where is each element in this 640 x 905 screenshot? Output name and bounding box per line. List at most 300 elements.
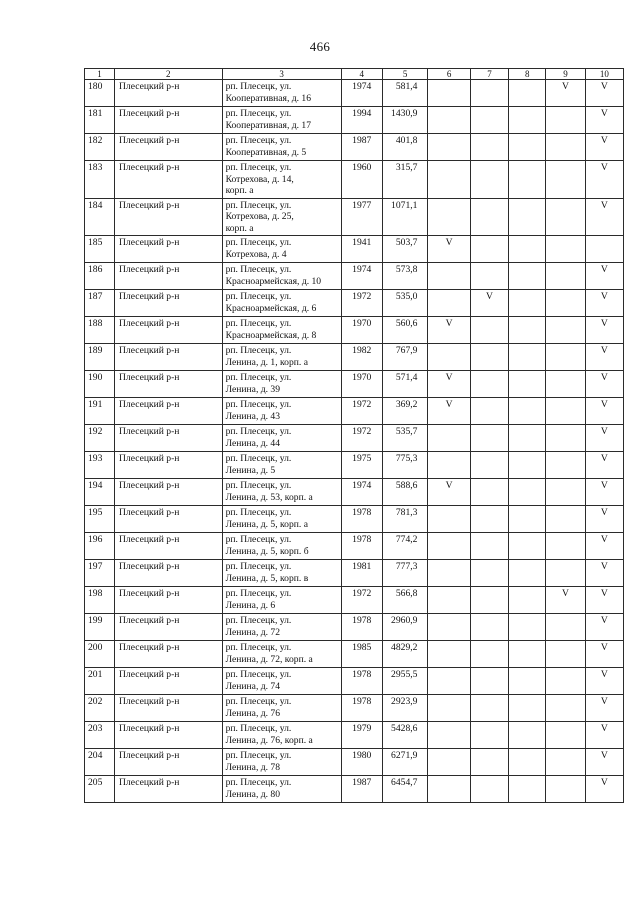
row-number-cell: 193 bbox=[85, 452, 115, 479]
mark-cell-10: V bbox=[585, 479, 623, 506]
row-number-cell: 195 bbox=[85, 506, 115, 533]
table-row bbox=[85, 161, 624, 199]
table-row bbox=[85, 614, 624, 641]
mark-cell-6: V bbox=[428, 317, 470, 344]
address-line: рп. Плесецк, ул. bbox=[225, 291, 292, 302]
mark-cell-6 bbox=[428, 425, 470, 452]
row-number-cell: 199 bbox=[85, 614, 115, 641]
mark-cell-8 bbox=[509, 614, 546, 641]
area-cell: 1071,1 bbox=[382, 198, 428, 236]
area-cell: 571,4 bbox=[382, 371, 428, 398]
address-line: Ленина, д. 80 bbox=[225, 788, 281, 800]
area-cell: 566,8 bbox=[382, 587, 428, 614]
address-line: Красноармейская, д. 8 bbox=[225, 329, 317, 341]
table-row bbox=[85, 290, 624, 317]
year-cell: 1977 bbox=[341, 198, 382, 236]
mark-cell-10: V bbox=[585, 107, 623, 134]
mark-cell-6 bbox=[428, 587, 470, 614]
mark-cell-8 bbox=[509, 722, 546, 749]
area-cell: 560,6 bbox=[382, 317, 428, 344]
mark-cell-8 bbox=[509, 161, 546, 199]
district-cell: Плесецкий р-н bbox=[115, 452, 223, 479]
year-cell: 1972 bbox=[341, 587, 382, 614]
mark-cell-8 bbox=[509, 80, 546, 107]
year-cell: 1978 bbox=[341, 695, 382, 722]
mark-cell-6: V bbox=[428, 398, 470, 425]
area-cell: 767,9 bbox=[382, 344, 428, 371]
mark-cell-9 bbox=[546, 371, 585, 398]
mark-cell-10: V bbox=[585, 344, 623, 371]
table-row bbox=[85, 317, 624, 344]
address-line: рп. Плесецк, ул. bbox=[225, 723, 292, 734]
mark-cell-6 bbox=[428, 161, 470, 199]
district-cell: Плесецкий р-н bbox=[115, 371, 223, 398]
mark-cell-7 bbox=[470, 198, 508, 236]
mark-cell-9 bbox=[546, 506, 585, 533]
address-line: рп. Плесецк, ул. bbox=[225, 426, 292, 437]
column-header: 9 bbox=[546, 69, 585, 80]
address-line: рп. Плесецк, ул. bbox=[225, 318, 292, 329]
column-header: 5 bbox=[382, 69, 428, 80]
mark-cell-7 bbox=[470, 317, 508, 344]
mark-cell-9 bbox=[546, 198, 585, 236]
mark-cell-10: V bbox=[585, 776, 623, 803]
mark-cell-8 bbox=[509, 776, 546, 803]
mark-cell-10: V bbox=[585, 398, 623, 425]
area-cell: 2923,9 bbox=[382, 695, 428, 722]
district-cell: Плесецкий р-н bbox=[115, 198, 223, 236]
mark-cell-6 bbox=[428, 107, 470, 134]
mark-cell-6: V bbox=[428, 479, 470, 506]
address-line: рп. Плесецк, ул. bbox=[225, 777, 292, 788]
mark-cell-8 bbox=[509, 198, 546, 236]
mark-cell-8 bbox=[509, 587, 546, 614]
area-cell: 535,7 bbox=[382, 425, 428, 452]
address-cell bbox=[222, 614, 341, 641]
year-cell: 1980 bbox=[341, 749, 382, 776]
address-line: рп. Плесецк, ул. bbox=[225, 507, 292, 518]
row-number-cell: 187 bbox=[85, 290, 115, 317]
mark-cell-8 bbox=[509, 695, 546, 722]
mark-cell-10: V bbox=[585, 614, 623, 641]
district-cell: Плесецкий р-н bbox=[115, 560, 223, 587]
address-cell bbox=[222, 425, 341, 452]
area-cell: 588,6 bbox=[382, 479, 428, 506]
mark-cell-6 bbox=[428, 722, 470, 749]
column-header: 1 bbox=[85, 69, 115, 80]
mark-cell-7 bbox=[470, 614, 508, 641]
column-header: 8 bbox=[509, 69, 546, 80]
table-row bbox=[85, 263, 624, 290]
mark-cell-6 bbox=[428, 344, 470, 371]
row-number-cell: 200 bbox=[85, 641, 115, 668]
year-cell: 1974 bbox=[341, 80, 382, 107]
row-number-cell: 198 bbox=[85, 587, 115, 614]
mark-cell-10: V bbox=[585, 198, 623, 236]
address-cell bbox=[222, 506, 341, 533]
address-line: рп. Плесецк, ул. bbox=[225, 81, 292, 92]
address-line: Ленина, д. 72, корп. а bbox=[225, 653, 313, 665]
address-line: рп. Плесецк, ул. bbox=[225, 696, 292, 707]
mark-cell-9 bbox=[546, 161, 585, 199]
mark-cell-10: V bbox=[585, 161, 623, 199]
mark-cell-6 bbox=[428, 533, 470, 560]
mark-cell-9 bbox=[546, 479, 585, 506]
address-line: Ленина, д. 78 bbox=[225, 761, 281, 773]
column-header: 7 bbox=[470, 69, 508, 80]
mark-cell-7 bbox=[470, 425, 508, 452]
address-line: корп. а bbox=[225, 222, 254, 234]
address-cell bbox=[222, 587, 341, 614]
mark-cell-6 bbox=[428, 198, 470, 236]
year-cell: 1970 bbox=[341, 371, 382, 398]
address-cell bbox=[222, 641, 341, 668]
address-line: Котрехова, д. 14, bbox=[225, 173, 294, 185]
table-row bbox=[85, 479, 624, 506]
mark-cell-10: V bbox=[585, 317, 623, 344]
year-cell: 1975 bbox=[341, 452, 382, 479]
district-cell: Плесецкий р-н bbox=[115, 236, 223, 263]
address-line: рп. Плесецк, ул. bbox=[225, 108, 292, 119]
area-cell: 4829,2 bbox=[382, 641, 428, 668]
mark-cell-8 bbox=[509, 560, 546, 587]
mark-cell-8 bbox=[509, 641, 546, 668]
mark-cell-7 bbox=[470, 263, 508, 290]
address-line: рп. Плесецк, ул. bbox=[225, 264, 292, 275]
district-cell: Плесецкий р-н bbox=[115, 134, 223, 161]
address-cell bbox=[222, 776, 341, 803]
mark-cell-7 bbox=[470, 560, 508, 587]
district-cell: Плесецкий р-н bbox=[115, 776, 223, 803]
mark-cell-6 bbox=[428, 641, 470, 668]
area-cell: 781,3 bbox=[382, 506, 428, 533]
address-line: Ленина, д. 5 bbox=[225, 464, 276, 476]
mark-cell-7 bbox=[470, 107, 508, 134]
address-line: рп. Плесецк, ул. bbox=[225, 615, 292, 626]
address-line: Котрехова, д. 25, bbox=[225, 211, 294, 222]
area-cell: 2955,5 bbox=[382, 668, 428, 695]
district-cell: Плесецкий р-н bbox=[115, 398, 223, 425]
mark-cell-8 bbox=[509, 533, 546, 560]
address-line: рп. Плесецк, ул. bbox=[225, 588, 292, 599]
district-cell: Плесецкий р-н bbox=[115, 263, 223, 290]
mark-cell-7 bbox=[470, 506, 508, 533]
year-cell: 1941 bbox=[341, 236, 382, 263]
table-row bbox=[85, 533, 624, 560]
mark-cell-10: V bbox=[585, 533, 623, 560]
address-line: рп. Плесецк, ул. bbox=[225, 534, 292, 545]
district-cell: Плесецкий р-н bbox=[115, 479, 223, 506]
year-cell: 1982 bbox=[341, 344, 382, 371]
year-cell: 1978 bbox=[341, 668, 382, 695]
table-row bbox=[85, 80, 624, 107]
address-cell bbox=[222, 344, 341, 371]
mark-cell-10: V bbox=[585, 587, 623, 614]
table-row bbox=[85, 398, 624, 425]
address-line: Ленина, д. 76, корп. а bbox=[225, 734, 313, 746]
address-line: Красноармейская, д. 6 bbox=[225, 302, 317, 314]
address-line: Кооперативная, д. 16 bbox=[225, 92, 312, 104]
row-number-cell: 204 bbox=[85, 749, 115, 776]
year-cell: 1981 bbox=[341, 560, 382, 587]
district-cell: Плесецкий р-н bbox=[115, 722, 223, 749]
mark-cell-10: V bbox=[585, 749, 623, 776]
area-cell: 6271,9 bbox=[382, 749, 428, 776]
district-cell: Плесецкий р-н bbox=[115, 506, 223, 533]
mark-cell-7 bbox=[470, 749, 508, 776]
address-cell bbox=[222, 668, 341, 695]
year-cell: 1987 bbox=[341, 776, 382, 803]
mark-cell-9: V bbox=[546, 587, 585, 614]
table-row bbox=[85, 134, 624, 161]
mark-cell-6 bbox=[428, 776, 470, 803]
mark-cell-8 bbox=[509, 506, 546, 533]
address-cell bbox=[222, 695, 341, 722]
mark-cell-10 bbox=[585, 236, 623, 263]
mark-cell-7 bbox=[470, 587, 508, 614]
mark-cell-8 bbox=[509, 749, 546, 776]
mark-cell-9 bbox=[546, 722, 585, 749]
address-line: рп. Плесецк, ул. bbox=[225, 750, 292, 761]
housing-registry-table bbox=[84, 68, 624, 803]
row-number-cell: 190 bbox=[85, 371, 115, 398]
address-line: Ленина, д. 6 bbox=[225, 599, 276, 611]
address-cell bbox=[222, 560, 341, 587]
year-cell: 1970 bbox=[341, 317, 382, 344]
table-row bbox=[85, 668, 624, 695]
area-cell: 2960,9 bbox=[382, 614, 428, 641]
year-cell: 1978 bbox=[341, 506, 382, 533]
mark-cell-7 bbox=[470, 344, 508, 371]
mark-cell-9 bbox=[546, 749, 585, 776]
address-line: Кооперативная, д. 17 bbox=[225, 119, 312, 131]
mark-cell-7 bbox=[470, 695, 508, 722]
row-number-cell: 196 bbox=[85, 533, 115, 560]
area-cell: 369,2 bbox=[382, 398, 428, 425]
mark-cell-8 bbox=[509, 371, 546, 398]
mark-cell-8 bbox=[509, 290, 546, 317]
mark-cell-10: V bbox=[585, 452, 623, 479]
row-number-cell: 182 bbox=[85, 134, 115, 161]
area-cell: 315,7 bbox=[382, 161, 428, 199]
mark-cell-9 bbox=[546, 641, 585, 668]
mark-cell-7 bbox=[470, 722, 508, 749]
district-cell: Плесецкий р-н bbox=[115, 587, 223, 614]
table-body bbox=[85, 80, 624, 803]
address-line: Красноармейская, д. 10 bbox=[225, 275, 322, 287]
mark-cell-9 bbox=[546, 560, 585, 587]
mark-cell-8 bbox=[509, 425, 546, 452]
column-header: 10 bbox=[585, 69, 623, 80]
table-row bbox=[85, 371, 624, 398]
mark-cell-7 bbox=[470, 452, 508, 479]
address-cell bbox=[222, 80, 341, 107]
column-header: 4 bbox=[341, 69, 382, 80]
address-line: Кооперативная, д. 5 bbox=[225, 146, 307, 158]
district-cell: Плесецкий р-н bbox=[115, 161, 223, 199]
mark-cell-9 bbox=[546, 425, 585, 452]
address-cell bbox=[222, 134, 341, 161]
mark-cell-9 bbox=[546, 452, 585, 479]
address-cell bbox=[222, 263, 341, 290]
area-cell: 774,2 bbox=[382, 533, 428, 560]
table-row bbox=[85, 587, 624, 614]
mark-cell-7 bbox=[470, 479, 508, 506]
mark-cell-6 bbox=[428, 263, 470, 290]
year-cell: 1960 bbox=[341, 161, 382, 199]
year-cell: 1985 bbox=[341, 641, 382, 668]
address-line: рп. Плесецк, ул. bbox=[225, 399, 292, 410]
mark-cell-10: V bbox=[585, 290, 623, 317]
address-line: рп. Плесецк, ул. bbox=[225, 642, 292, 653]
column-number-header-row bbox=[85, 69, 624, 80]
row-number-cell: 197 bbox=[85, 560, 115, 587]
district-cell: Плесецкий р-н bbox=[115, 749, 223, 776]
mark-cell-8 bbox=[509, 317, 546, 344]
mark-cell-10: V bbox=[585, 506, 623, 533]
address-line: Ленина, д. 1, корп. а bbox=[225, 356, 308, 368]
area-cell: 535,0 bbox=[382, 290, 428, 317]
mark-cell-6 bbox=[428, 614, 470, 641]
mark-cell-9 bbox=[546, 533, 585, 560]
mark-cell-9 bbox=[546, 236, 585, 263]
address-line: рп. Плесецк, ул. bbox=[225, 199, 292, 211]
mark-cell-6 bbox=[428, 695, 470, 722]
row-number-cell: 184 bbox=[85, 198, 115, 236]
page-number: 466 bbox=[309, 39, 331, 54]
mark-cell-10: V bbox=[585, 641, 623, 668]
district-cell: Плесецкий р-н bbox=[115, 107, 223, 134]
mark-cell-6 bbox=[428, 668, 470, 695]
address-line: рп. Плесецк, ул. bbox=[225, 372, 292, 383]
mark-cell-8 bbox=[509, 479, 546, 506]
mark-cell-9 bbox=[546, 398, 585, 425]
area-cell: 581,4 bbox=[382, 80, 428, 107]
mark-cell-8 bbox=[509, 668, 546, 695]
table-row bbox=[85, 506, 624, 533]
address-cell bbox=[222, 479, 341, 506]
row-number-cell: 192 bbox=[85, 425, 115, 452]
address-line: Ленина, д. 5, корп. а bbox=[225, 518, 308, 530]
table-row bbox=[85, 236, 624, 263]
mark-cell-8 bbox=[509, 263, 546, 290]
mark-cell-8 bbox=[509, 398, 546, 425]
table-row bbox=[85, 695, 624, 722]
district-cell: Плесецкий р-н bbox=[115, 290, 223, 317]
address-line: рп. Плесецк, ул. bbox=[225, 453, 292, 464]
district-cell: Плесецкий р-н bbox=[115, 425, 223, 452]
district-cell: Плесецкий р-н bbox=[115, 668, 223, 695]
mark-cell-9 bbox=[546, 134, 585, 161]
mark-cell-10: V bbox=[585, 722, 623, 749]
address-cell bbox=[222, 371, 341, 398]
year-cell: 1974 bbox=[341, 263, 382, 290]
year-cell: 1978 bbox=[341, 614, 382, 641]
year-cell: 1974 bbox=[341, 479, 382, 506]
address-line: Ленина, д. 44 bbox=[225, 437, 281, 449]
row-number-cell: 181 bbox=[85, 107, 115, 134]
address-cell bbox=[222, 533, 341, 560]
mark-cell-7 bbox=[470, 533, 508, 560]
area-cell: 503,7 bbox=[382, 236, 428, 263]
row-number-cell: 189 bbox=[85, 344, 115, 371]
mark-cell-9 bbox=[546, 107, 585, 134]
table-row bbox=[85, 107, 624, 134]
address-line: Котрехова, д. 4 bbox=[225, 248, 287, 260]
mark-cell-7 bbox=[470, 134, 508, 161]
mark-cell-7 bbox=[470, 641, 508, 668]
mark-cell-6 bbox=[428, 560, 470, 587]
table-row bbox=[85, 198, 624, 236]
address-line: рп. Плесецк, ул. bbox=[225, 669, 292, 680]
mark-cell-7 bbox=[470, 668, 508, 695]
year-cell: 1972 bbox=[341, 290, 382, 317]
mark-cell-6: V bbox=[428, 371, 470, 398]
district-cell: Плесецкий р-н bbox=[115, 533, 223, 560]
mark-cell-8 bbox=[509, 107, 546, 134]
mark-cell-9 bbox=[546, 263, 585, 290]
row-number-cell: 202 bbox=[85, 695, 115, 722]
area-cell: 775,3 bbox=[382, 452, 428, 479]
address-cell bbox=[222, 236, 341, 263]
address-line: рп. Плесецк, ул. bbox=[225, 480, 292, 491]
mark-cell-6 bbox=[428, 506, 470, 533]
mark-cell-8 bbox=[509, 134, 546, 161]
mark-cell-10: V bbox=[585, 134, 623, 161]
district-cell: Плесецкий р-н bbox=[115, 80, 223, 107]
address-cell bbox=[222, 722, 341, 749]
table-row bbox=[85, 452, 624, 479]
row-number-cell: 191 bbox=[85, 398, 115, 425]
row-number-cell: 185 bbox=[85, 236, 115, 263]
area-cell: 6454,7 bbox=[382, 776, 428, 803]
area-cell: 401,8 bbox=[382, 134, 428, 161]
address-line: Ленина, д. 43 bbox=[225, 410, 281, 422]
address-line: рп. Плесецк, ул. bbox=[225, 135, 292, 146]
address-line: Ленина, д. 76 bbox=[225, 707, 281, 719]
address-line: корп. а bbox=[225, 185, 254, 196]
row-number-cell: 186 bbox=[85, 263, 115, 290]
address-cell bbox=[222, 290, 341, 317]
mark-cell-8 bbox=[509, 344, 546, 371]
mark-cell-9 bbox=[546, 668, 585, 695]
address-line: Ленина, д. 53, корп. а bbox=[225, 491, 313, 503]
address-line: Ленина, д. 72 bbox=[225, 626, 281, 638]
table-row bbox=[85, 344, 624, 371]
table-row bbox=[85, 641, 624, 668]
year-cell: 1987 bbox=[341, 134, 382, 161]
row-number-cell: 188 bbox=[85, 317, 115, 344]
year-cell: 1972 bbox=[341, 425, 382, 452]
area-cell: 5428,6 bbox=[382, 722, 428, 749]
address-line: рп. Плесецк, ул. bbox=[225, 162, 292, 173]
row-number-cell: 205 bbox=[85, 776, 115, 803]
address-cell bbox=[222, 198, 341, 236]
district-cell: Плесецкий р-н bbox=[115, 614, 223, 641]
row-number-cell: 183 bbox=[85, 161, 115, 199]
mark-cell-7 bbox=[470, 776, 508, 803]
district-cell: Плесецкий р-н bbox=[115, 317, 223, 344]
mark-cell-9: V bbox=[546, 80, 585, 107]
mark-cell-6: V bbox=[428, 236, 470, 263]
mark-cell-6 bbox=[428, 80, 470, 107]
mark-cell-10: V bbox=[585, 425, 623, 452]
mark-cell-7 bbox=[470, 80, 508, 107]
mark-cell-8 bbox=[509, 236, 546, 263]
address-line: рп. Плесецк, ул. bbox=[225, 345, 292, 356]
mark-cell-9 bbox=[546, 695, 585, 722]
address-line: Ленина, д. 39 bbox=[225, 383, 281, 395]
